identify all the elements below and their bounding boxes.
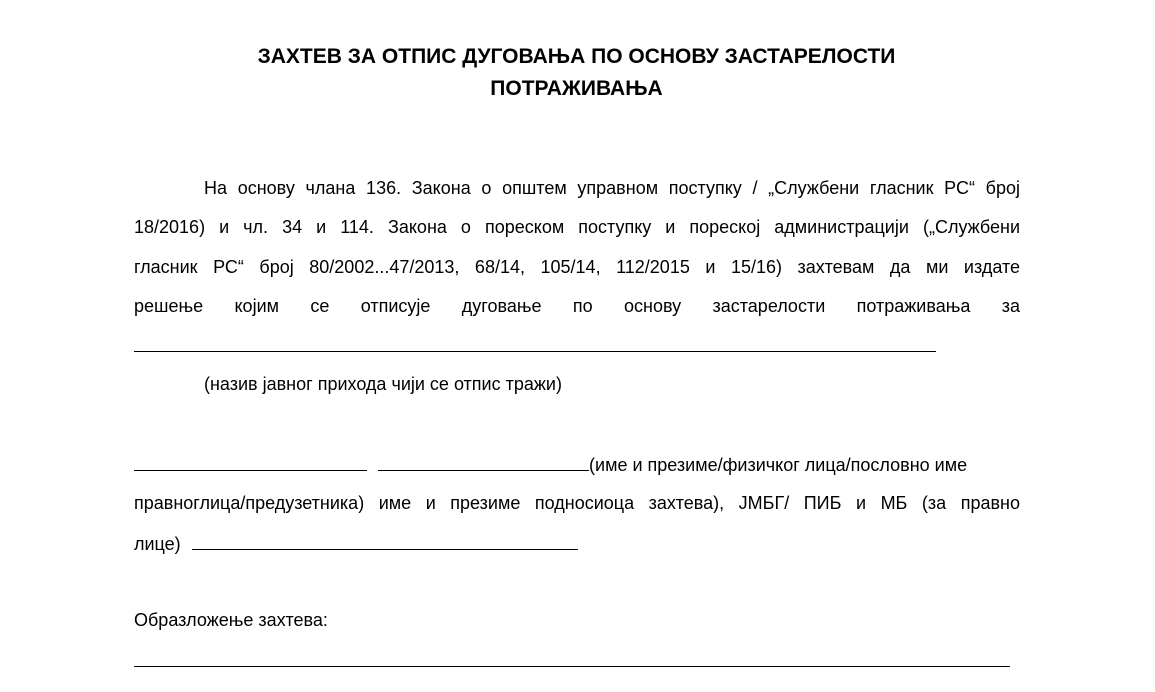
applicant-line-1 (134, 452, 967, 477)
reason-field[interactable] (134, 648, 1010, 673)
document-title-line-2: ПОТРАЖИВАЊА (490, 77, 663, 100)
applicant-line-3 (134, 531, 578, 556)
applicant-line-3-text: лице) (134, 534, 181, 554)
revenue-name-blank[interactable] (134, 333, 936, 352)
reason-blank[interactable] (134, 648, 1010, 667)
revenue-name-field[interactable] (134, 333, 936, 358)
revenue-caption: (назив јавног прихода чији се отпис тражи) (204, 374, 562, 394)
reason-label: Образложење захтева: (134, 610, 328, 630)
paragraph-1-line-3: гласник РС“ број 80/2002...47/2013, 68/14, 105/14, 112/2015 и 15/16) захтевам да ми издате (134, 257, 1020, 277)
applicant-second-blank[interactable] (378, 452, 589, 471)
paragraph-1-line-1: На основу члана 136. Закона о општем управном поступку / „Службени гласник РС“ број (204, 178, 1020, 198)
paragraph-1-line-4: решење којим се отписује дуговање по основу застарелости потраживања за (134, 296, 1020, 316)
jmbg-pib-blank[interactable] (192, 531, 578, 550)
paragraph-1-line-2: 18/2016) и чл. 34 и 114. Закона о пореском поступку и пореској администрацији („Службени (134, 217, 1020, 237)
applicant-line-1-text: (име и презиме/физичког лица/пословно име (589, 455, 968, 475)
document-title-line-1: ЗАХТЕВ ЗА ОТПИС ДУГОВАЊА ПО ОСНОВУ ЗАСТАРЕЛОСТИ (257, 45, 896, 68)
applicant-first-blank[interactable] (134, 452, 367, 471)
applicant-line-2: правноглица/предузетника) име и презиме подносиоца захтева), ЈМБГ/ ПИБ и МБ (за правно (134, 493, 1020, 513)
